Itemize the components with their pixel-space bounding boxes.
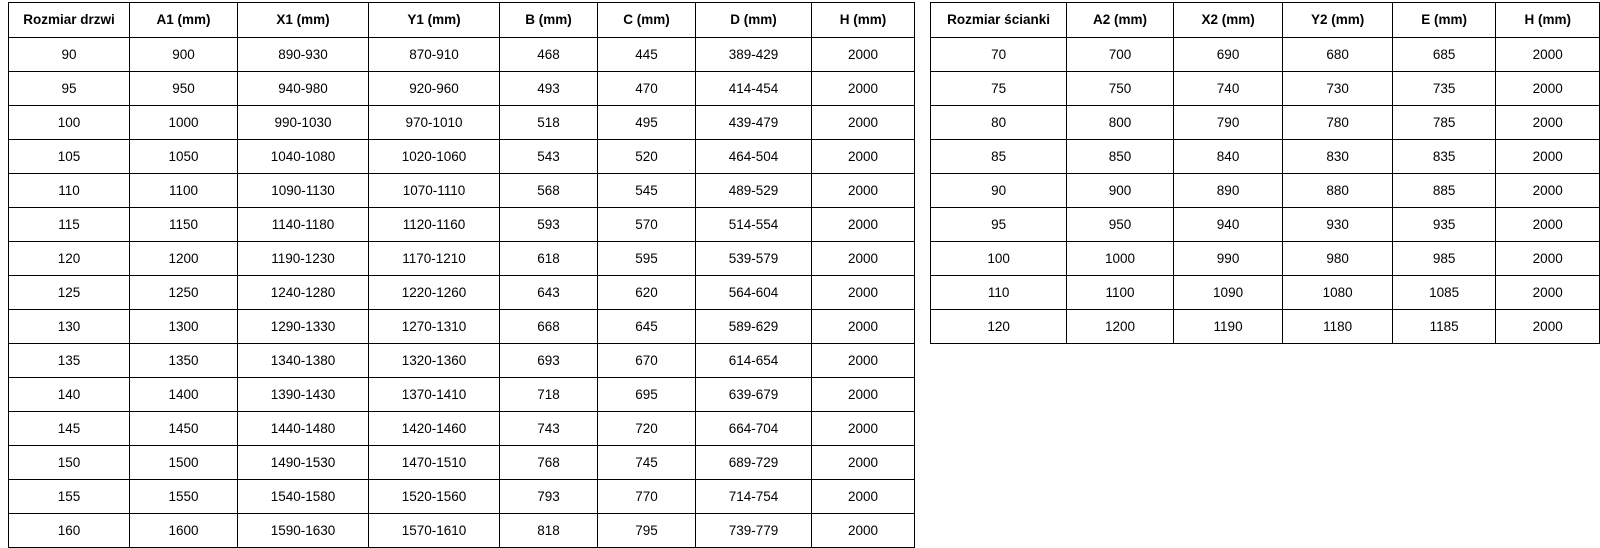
table-row	[931, 208, 1600, 242]
table-cell: 1090-1130	[238, 174, 369, 208]
table-cell: 100	[931, 242, 1067, 276]
table-cell: 930	[1283, 208, 1393, 242]
table-cell: 155	[9, 480, 130, 514]
table-row	[9, 242, 915, 276]
table-cell: 564-604	[696, 276, 812, 310]
table-cell: 545	[598, 174, 696, 208]
table-header-row	[9, 3, 915, 38]
table-cell: 1250	[130, 276, 238, 310]
table-cell: 750	[1067, 72, 1174, 106]
table-cell: 495	[598, 106, 696, 140]
table-cell: 445	[598, 38, 696, 72]
table-cell: 689-729	[696, 446, 812, 480]
table-cell: 970-1010	[369, 106, 500, 140]
table-cell: 1000	[130, 106, 238, 140]
table-cell: 1420-1460	[369, 412, 500, 446]
table-row	[931, 72, 1600, 106]
table-cell: 100	[9, 106, 130, 140]
table-cell: 745	[598, 446, 696, 480]
table-cell: 1320-1360	[369, 344, 500, 378]
table-cell: 570	[598, 208, 696, 242]
table-cell: 890	[1173, 174, 1283, 208]
table-row	[9, 208, 915, 242]
table-row	[9, 446, 915, 480]
table-row	[9, 514, 915, 548]
table-cell: 830	[1283, 140, 1393, 174]
table-cell: 539-579	[696, 242, 812, 276]
table-cell: 1450	[130, 412, 238, 446]
table-cell: 518	[500, 106, 598, 140]
table-cell: 670	[598, 344, 696, 378]
table-cell: 2000	[1496, 106, 1600, 140]
doors-dimensions-table	[8, 2, 915, 548]
table-row	[9, 480, 915, 514]
table-cell: 389-429	[696, 38, 812, 72]
table-row	[931, 106, 1600, 140]
table-cell: 1270-1310	[369, 310, 500, 344]
table-cell: 818	[500, 514, 598, 548]
column-header-c: C (mm)	[598, 3, 696, 38]
table-cell: 730	[1283, 72, 1393, 106]
table-cell: 1400	[130, 378, 238, 412]
table-cell: 740	[1173, 72, 1283, 106]
table-cell: 1570-1610	[369, 514, 500, 548]
table-row	[9, 276, 915, 310]
table-cell: 1090	[1173, 276, 1283, 310]
column-header-a2: A2 (mm)	[1067, 3, 1174, 38]
table-cell: 493	[500, 72, 598, 106]
table-cell: 2000	[812, 514, 915, 548]
table-cell: 1600	[130, 514, 238, 548]
table-cell: 80	[931, 106, 1067, 140]
table-cell: 470	[598, 72, 696, 106]
table-cell: 150	[9, 446, 130, 480]
table-cell: 743	[500, 412, 598, 446]
table-cell: 1080	[1283, 276, 1393, 310]
table-row	[9, 378, 915, 412]
column-header-a1: A1 (mm)	[130, 3, 238, 38]
table-cell: 990-1030	[238, 106, 369, 140]
table-cell: 75	[931, 72, 1067, 106]
table-cell: 835	[1392, 140, 1496, 174]
table-cell: 795	[598, 514, 696, 548]
table-cell: 1020-1060	[369, 140, 500, 174]
table-cell: 645	[598, 310, 696, 344]
table-cell: 768	[500, 446, 598, 480]
table-cell: 935	[1392, 208, 1496, 242]
table-cell: 950	[130, 72, 238, 106]
table-cell: 1500	[130, 446, 238, 480]
table-cell: 120	[931, 310, 1067, 344]
table-cell: 1550	[130, 480, 238, 514]
column-header-rozmiar-drzwi: Rozmiar drzwi	[9, 3, 130, 38]
table-row	[9, 344, 915, 378]
table-cell: 135	[9, 344, 130, 378]
table-cell: 95	[931, 208, 1067, 242]
table-cell: 1150	[130, 208, 238, 242]
table-cell: 1390-1430	[238, 378, 369, 412]
table-cell: 1190	[1173, 310, 1283, 344]
table-cell: 2000	[812, 480, 915, 514]
table-cell: 2000	[812, 276, 915, 310]
table-cell: 1200	[130, 242, 238, 276]
doors-table-header	[9, 3, 915, 38]
table-row	[931, 174, 1600, 208]
table-row	[9, 310, 915, 344]
column-header-b: B (mm)	[500, 3, 598, 38]
table-cell: 2000	[812, 446, 915, 480]
table-cell: 870-910	[369, 38, 500, 72]
walls-table-body	[931, 38, 1600, 344]
column-header-x2: X2 (mm)	[1173, 3, 1283, 38]
column-header-h: H (mm)	[812, 3, 915, 38]
table-cell: 1100	[1067, 276, 1174, 310]
table-cell: 739-779	[696, 514, 812, 548]
table-cell: 2000	[812, 38, 915, 72]
table-cell: 1170-1210	[369, 242, 500, 276]
table-cell: 1240-1280	[238, 276, 369, 310]
table-cell: 1290-1330	[238, 310, 369, 344]
table-cell: 520	[598, 140, 696, 174]
table-cell: 1300	[130, 310, 238, 344]
table-cell: 614-654	[696, 344, 812, 378]
walls-table-container	[930, 2, 1600, 344]
table-cell: 1120-1160	[369, 208, 500, 242]
table-cell: 110	[931, 276, 1067, 310]
table-cell: 85	[931, 140, 1067, 174]
table-cell: 690	[1173, 38, 1283, 72]
table-cell: 1470-1510	[369, 446, 500, 480]
table-cell: 115	[9, 208, 130, 242]
table-row	[9, 38, 915, 72]
table-cell: 1200	[1067, 310, 1174, 344]
table-cell: 468	[500, 38, 598, 72]
table-cell: 920-960	[369, 72, 500, 106]
table-row	[9, 140, 915, 174]
table-cell: 464-504	[696, 140, 812, 174]
table-cell: 90	[931, 174, 1067, 208]
column-header-h: H (mm)	[1496, 3, 1600, 38]
table-cell: 2000	[812, 140, 915, 174]
table-cell: 718	[500, 378, 598, 412]
table-cell: 664-704	[696, 412, 812, 446]
column-header-e: E (mm)	[1392, 3, 1496, 38]
table-cell: 130	[9, 310, 130, 344]
table-cell: 2000	[1496, 174, 1600, 208]
table-cell: 780	[1283, 106, 1393, 140]
table-cell: 2000	[1496, 208, 1600, 242]
table-cell: 1180	[1283, 310, 1393, 344]
table-cell: 110	[9, 174, 130, 208]
table-cell: 714-754	[696, 480, 812, 514]
table-cell: 680	[1283, 38, 1393, 72]
table-cell: 2000	[812, 242, 915, 276]
table-cell: 990	[1173, 242, 1283, 276]
doors-table-container	[8, 2, 915, 548]
table-cell: 785	[1392, 106, 1496, 140]
table-cell: 105	[9, 140, 130, 174]
table-cell: 589-629	[696, 310, 812, 344]
table-cell: 125	[9, 276, 130, 310]
table-row	[931, 310, 1600, 344]
table-cell: 1340-1380	[238, 344, 369, 378]
table-cell: 693	[500, 344, 598, 378]
table-cell: 2000	[1496, 72, 1600, 106]
table-row	[931, 140, 1600, 174]
table-cell: 95	[9, 72, 130, 106]
table-cell: 950	[1067, 208, 1174, 242]
table-cell: 593	[500, 208, 598, 242]
table-cell: 2000	[812, 208, 915, 242]
column-header-y2: Y2 (mm)	[1283, 3, 1393, 38]
table-cell: 140	[9, 378, 130, 412]
table-cell: 2000	[812, 310, 915, 344]
table-row	[9, 106, 915, 140]
table-cell: 880	[1283, 174, 1393, 208]
column-header-x1: X1 (mm)	[238, 3, 369, 38]
table-cell: 1000	[1067, 242, 1174, 276]
column-header-rozmiar-scianki: Rozmiar ścianki	[931, 3, 1067, 38]
table-cell: 639-679	[696, 378, 812, 412]
table-cell: 2000	[812, 72, 915, 106]
table-cell: 695	[598, 378, 696, 412]
table-cell: 1140-1180	[238, 208, 369, 242]
table-cell: 720	[598, 412, 696, 446]
table-row	[9, 174, 915, 208]
table-row	[931, 276, 1600, 310]
table-cell: 2000	[1496, 310, 1600, 344]
table-cell: 2000	[812, 344, 915, 378]
table-cell: 160	[9, 514, 130, 548]
table-cell: 1100	[130, 174, 238, 208]
table-cell: 414-454	[696, 72, 812, 106]
table-cell: 1050	[130, 140, 238, 174]
table-cell: 685	[1392, 38, 1496, 72]
table-cell: 668	[500, 310, 598, 344]
column-header-y1: Y1 (mm)	[369, 3, 500, 38]
table-cell: 1185	[1392, 310, 1496, 344]
table-cell: 620	[598, 276, 696, 310]
table-cell: 1490-1530	[238, 446, 369, 480]
doors-table-body	[9, 38, 915, 548]
table-cell: 1190-1230	[238, 242, 369, 276]
table-cell: 940-980	[238, 72, 369, 106]
table-cell: 985	[1392, 242, 1496, 276]
table-cell: 2000	[1496, 276, 1600, 310]
table-cell: 618	[500, 242, 598, 276]
table-cell: 790	[1173, 106, 1283, 140]
table-cell: 514-554	[696, 208, 812, 242]
table-cell: 595	[598, 242, 696, 276]
table-cell: 800	[1067, 106, 1174, 140]
table-cell: 980	[1283, 242, 1393, 276]
table-cell: 568	[500, 174, 598, 208]
table-cell: 1440-1480	[238, 412, 369, 446]
table-cell: 735	[1392, 72, 1496, 106]
table-cell: 700	[1067, 38, 1174, 72]
table-cell: 2000	[1496, 140, 1600, 174]
walls-table-header	[931, 3, 1600, 38]
walls-dimensions-table	[930, 2, 1600, 344]
table-row	[931, 242, 1600, 276]
table-cell: 1040-1080	[238, 140, 369, 174]
table-cell: 70	[931, 38, 1067, 72]
table-cell: 1540-1580	[238, 480, 369, 514]
table-header-row	[931, 3, 1600, 38]
table-cell: 489-529	[696, 174, 812, 208]
table-cell: 770	[598, 480, 696, 514]
table-cell: 643	[500, 276, 598, 310]
table-cell: 2000	[1496, 242, 1600, 276]
table-cell: 1350	[130, 344, 238, 378]
table-cell: 543	[500, 140, 598, 174]
table-cell: 900	[130, 38, 238, 72]
table-cell: 145	[9, 412, 130, 446]
table-cell: 850	[1067, 140, 1174, 174]
table-cell: 1590-1630	[238, 514, 369, 548]
table-cell: 2000	[812, 174, 915, 208]
table-cell: 940	[1173, 208, 1283, 242]
column-header-d: D (mm)	[696, 3, 812, 38]
table-cell: 1070-1110	[369, 174, 500, 208]
table-row	[9, 412, 915, 446]
table-row	[9, 72, 915, 106]
table-cell: 840	[1173, 140, 1283, 174]
table-cell: 2000	[812, 106, 915, 140]
table-cell: 890-930	[238, 38, 369, 72]
table-cell: 885	[1392, 174, 1496, 208]
table-cell: 439-479	[696, 106, 812, 140]
table-cell: 120	[9, 242, 130, 276]
table-cell: 1370-1410	[369, 378, 500, 412]
table-cell: 2000	[1496, 38, 1600, 72]
table-row	[931, 38, 1600, 72]
table-cell: 2000	[812, 378, 915, 412]
table-cell: 1520-1560	[369, 480, 500, 514]
table-cell: 90	[9, 38, 130, 72]
table-cell: 2000	[812, 412, 915, 446]
table-cell: 1085	[1392, 276, 1496, 310]
table-cell: 793	[500, 480, 598, 514]
table-cell: 900	[1067, 174, 1174, 208]
table-cell: 1220-1260	[369, 276, 500, 310]
